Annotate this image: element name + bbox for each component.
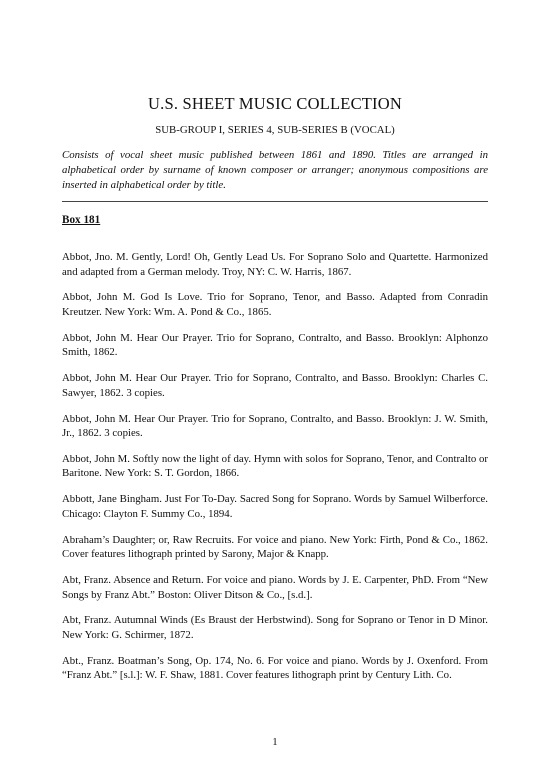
list-item: Abt, Franz. Absence and Return. For voice and piano. Words by J. E. Carpenter, PhD. From “New Songs by Franz Abt.” Boston: Oliver Ditson & Co., [s.d.]. <box>62 574 488 601</box>
entry-list <box>62 250 488 694</box>
collection-description: Consists of vocal sheet music published between 1861 and 1890. Titles are arranged in alphabetical order by surname of known composer or arranger; anonymous compositions are inserted in alphabetical order by title. <box>62 149 488 191</box>
list-item: Abbot, John M. God Is Love. Trio for Soprano, Tenor, and Basso. Adapted from Conradin Kreutzer. New York: Wm. A. Pond & Co., 1865. <box>62 291 488 318</box>
list-item: Abbot, Jno. M. Gently, Lord! Oh, Gently Lead Us. For Soprano Solo and Quartette. Harmonized and adapted from a German melody. Troy, NY: C. W. Harris, 1867. <box>62 251 488 278</box>
list-item: Abbot, John M. Hear Our Prayer. Trio for Soprano, Contralto, and Basso. Brooklyn: Charles C. Sawyer, 1862. 3 copies. <box>62 372 488 399</box>
document-title: U.S. SHEET MUSIC COLLECTION <box>148 94 402 113</box>
list-item: Abraham’s Daughter; or, Raw Recruits. For voice and piano. New York: Firth, Pond & Co., 1862. Cover features lithograph printed by Sarony, Major & Knapp. <box>62 533 488 561</box>
list-item: Abt, Franz. Autumnal Winds (Es Braust der Herbstwind). Song for Soprano or Tenor in D Minor. New York: G. Schirmer, 1872. <box>62 614 488 641</box>
page-number: 1 <box>272 736 278 748</box>
horizontal-divider <box>62 201 488 202</box>
list-item: Abbot, John M. Hear Our Prayer. Trio for Soprano, Contralto, and Basso. Brooklyn: J. W. Smith, Jr., 1862. 3 copies. <box>62 412 488 440</box>
box-heading: Box 181 <box>62 214 101 226</box>
document-subtitle: SUB-GROUP I, SERIES 4, SUB-SERIES B (VOCAL) <box>155 124 395 136</box>
list-item: Abbot, John M. Softly now the light of day. Hymn with solos for Soprano, Tenor, and Contralto or Baritone. New York: S. T. Gordon, 1866. <box>62 452 488 480</box>
list-item: Abt., Franz. Boatman’s Song, Op. 174, No. 6. For voice and piano. Words by J. Oxenford. From “Franz Abt.” [s.l.]: W. F. Shaw, 1881. Cover features lithograph print by Century Lith. Co. <box>62 654 488 682</box>
list-item: Abbot, John M. Hear Our Prayer. Trio for Soprano, Contralto, and Basso. Brooklyn: Alphonzo Smith, 1862. <box>62 331 488 359</box>
list-item: Abbott, Jane Bingham. Just For To-Day. Sacred Song for Soprano. Words by Samuel Wilberforce. Chicago: Clayton F. Summy Co., 1894. <box>62 493 488 520</box>
